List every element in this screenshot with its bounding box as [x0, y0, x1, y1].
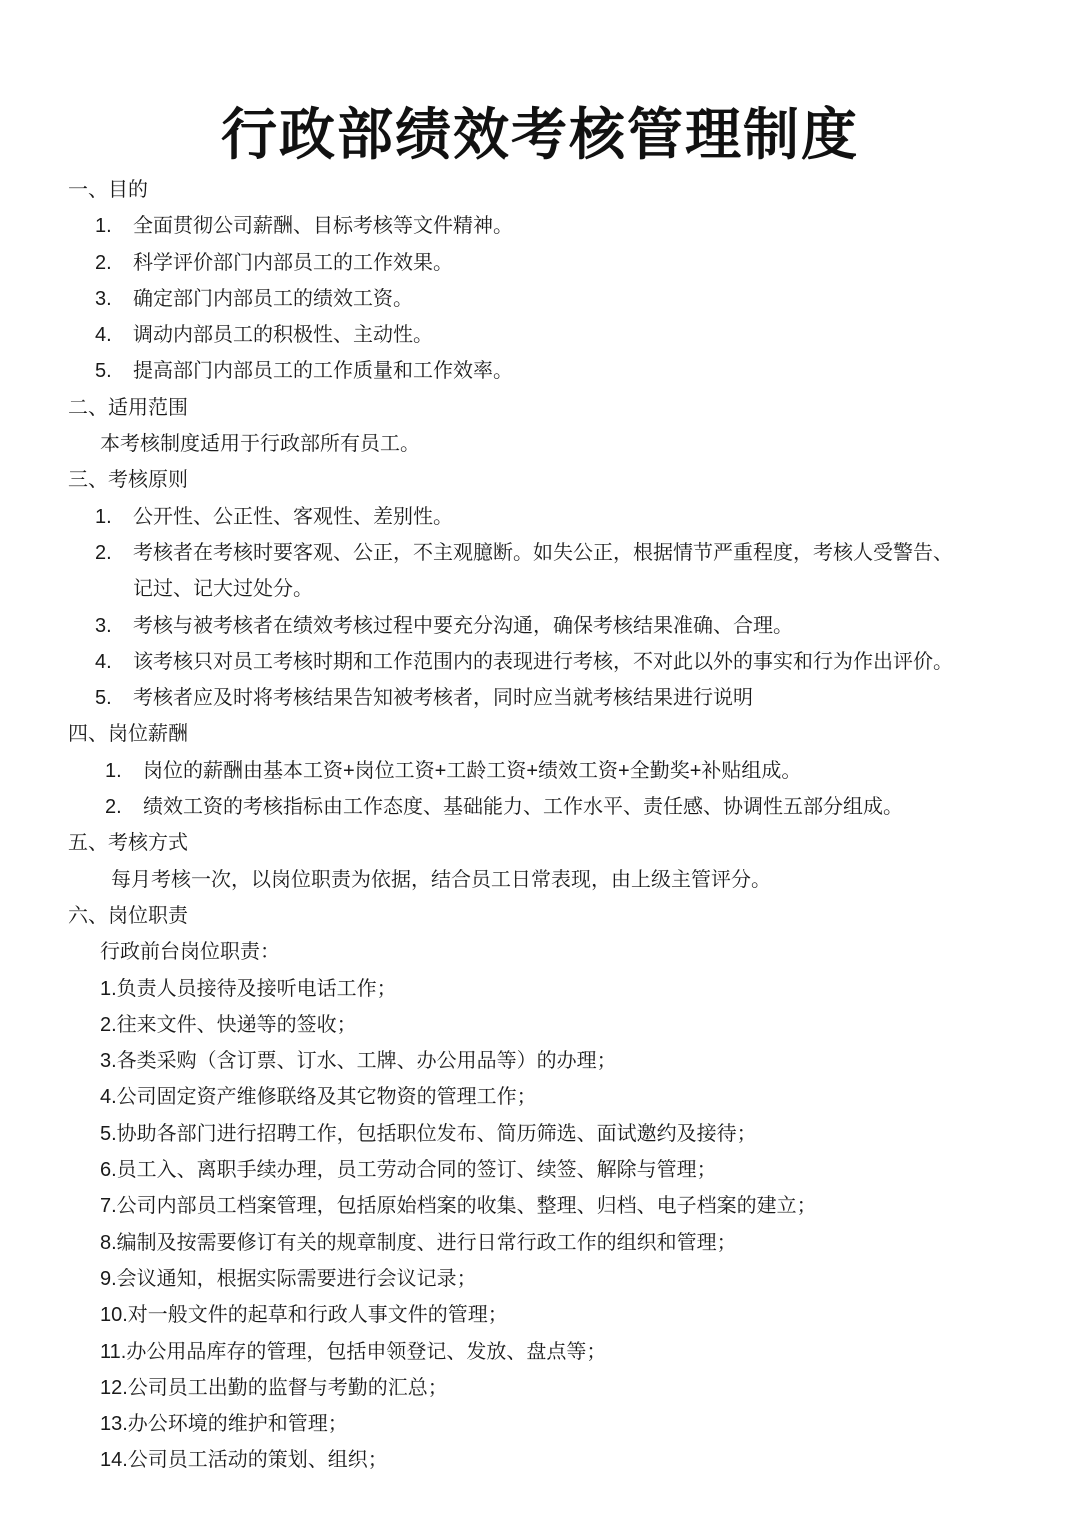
item-text: 考核者应及时将考核结果告知被考核者，同时应当就考核结果进行说明: [133, 687, 753, 710]
item-number: 1.: [95, 215, 112, 238]
item-text: 确定部门内部员工的绩效工资。: [133, 287, 413, 310]
item-number: 5.: [95, 687, 112, 710]
item-text: 调动内部员工的积极性、主动性。: [133, 324, 433, 347]
duty-item: 6.员工入、离职手续办理，员工劳动合同的签订、续签、解除与管理；: [100, 1159, 717, 1182]
item-number: 3.: [95, 614, 112, 637]
duty-item: 7.公司内部员工档案管理，包括原始档案的收集、整理、归档、电子档案的建立；: [100, 1195, 817, 1218]
item-text: 考核者在考核时要客观、公正，不主观臆断。如失公正，根据情节严重程度，考核人受警告、: [133, 541, 953, 564]
item-text: 考核与被考核者在绩效考核过程中要充分沟通，确保考核结果准确、合理。: [133, 614, 793, 637]
item-number: 4.: [95, 324, 112, 347]
list-item: [0, 608, 1080, 644]
list-item: [0, 680, 1080, 716]
duty-item: 5.协助各部门进行招聘工作，包括职位发布、简历筛选、面试邀约及接待；: [100, 1122, 757, 1145]
section-heading: 三、考核原则: [68, 469, 188, 492]
duty-item: 12.公司员工出勤的监督与考勤的汇总；: [100, 1376, 448, 1399]
section-heading: 六、岗位职责: [68, 904, 188, 927]
item-text: 记过、记大过处分。: [133, 578, 313, 601]
section-heading: 五、考核方式: [68, 832, 188, 855]
item-text: 岗位的薪酬由基本工资+岗位工资+工龄工资+绩效工资+全勤奖+补贴组成。: [143, 759, 802, 782]
subheading: 行政前台岗位职责：: [100, 941, 280, 964]
item-number: 2.: [105, 796, 122, 819]
section-heading: 四、岗位薪酬: [68, 723, 188, 746]
section-heading: 二、适用范围: [68, 396, 188, 419]
list-item: [0, 753, 1080, 789]
item-number: 1.: [95, 505, 112, 528]
document-title: 行政部绩效考核管理制度: [221, 103, 859, 166]
item-text: 公开性、公正性、客观性、差别性。: [133, 505, 453, 528]
list-item: [0, 281, 1080, 317]
item-text: 提高部门内部员工的工作质量和工作效率。: [133, 360, 513, 383]
duty-item: 11.办公用品库存的管理，包括申领登记、发放、盘点等；: [100, 1340, 607, 1363]
item-number: 2.: [95, 541, 112, 564]
item-number: 5.: [95, 360, 112, 383]
list-item-continuation: [0, 571, 1080, 607]
duty-item: 4.公司固定资产维修联络及其它物资的管理工作；: [100, 1086, 537, 1109]
list-item: [0, 644, 1080, 680]
list-item: [0, 245, 1080, 281]
item-number: 3.: [95, 287, 112, 310]
section-heading: 一、目的: [68, 179, 148, 201]
paragraph: 本考核制度适用于行政部所有员工。: [100, 433, 420, 456]
duty-item: 3.各类采购（含订票、订水、工牌、办公用品等）的办理；: [100, 1050, 617, 1073]
item-number: 1.: [105, 759, 122, 782]
list-item: [0, 499, 1080, 535]
duty-item: 10.对一般文件的起草和行政人事文件的管理；: [100, 1304, 508, 1327]
list-item: [0, 208, 1080, 244]
duty-item: 2.往来文件、快递等的签收；: [100, 1013, 357, 1036]
duty-item: 8.编制及按需要修订有关的规章制度、进行日常行政工作的组织和管理；: [100, 1231, 737, 1254]
item-text: 科学评价部门内部员工的工作效果。: [133, 251, 453, 274]
document-body: [0, 172, 1080, 1479]
list-item: [0, 353, 1080, 389]
item-number: 4.: [95, 650, 112, 673]
paragraph: 每月考核一次，以岗位职责为依据，结合员工日常表现，由上级主管评分。: [111, 868, 771, 891]
duty-item: 1.负责人员接待及接听电话工作；: [100, 977, 397, 1000]
item-text: 全面贯彻公司薪酬、目标考核等文件精神。: [133, 215, 513, 238]
list-item: [0, 317, 1080, 353]
duty-item: 13.办公环境的维护和管理；: [100, 1413, 348, 1436]
item-number: 2.: [95, 251, 112, 274]
duty-item: 14.公司员工活动的策划、组织；: [100, 1449, 388, 1472]
item-text: 该考核只对员工考核时期和工作范围内的表现进行考核，不对此以外的事实和行为作出评价。: [133, 650, 953, 673]
item-text: 绩效工资的考核指标由工作态度、基础能力、工作水平、责任感、协调性五部分组成。: [143, 796, 903, 819]
list-item: [0, 535, 1080, 571]
duty-item: 9.会议通知，根据实际需要进行会议记录；: [100, 1267, 477, 1290]
list-item: [0, 789, 1080, 825]
